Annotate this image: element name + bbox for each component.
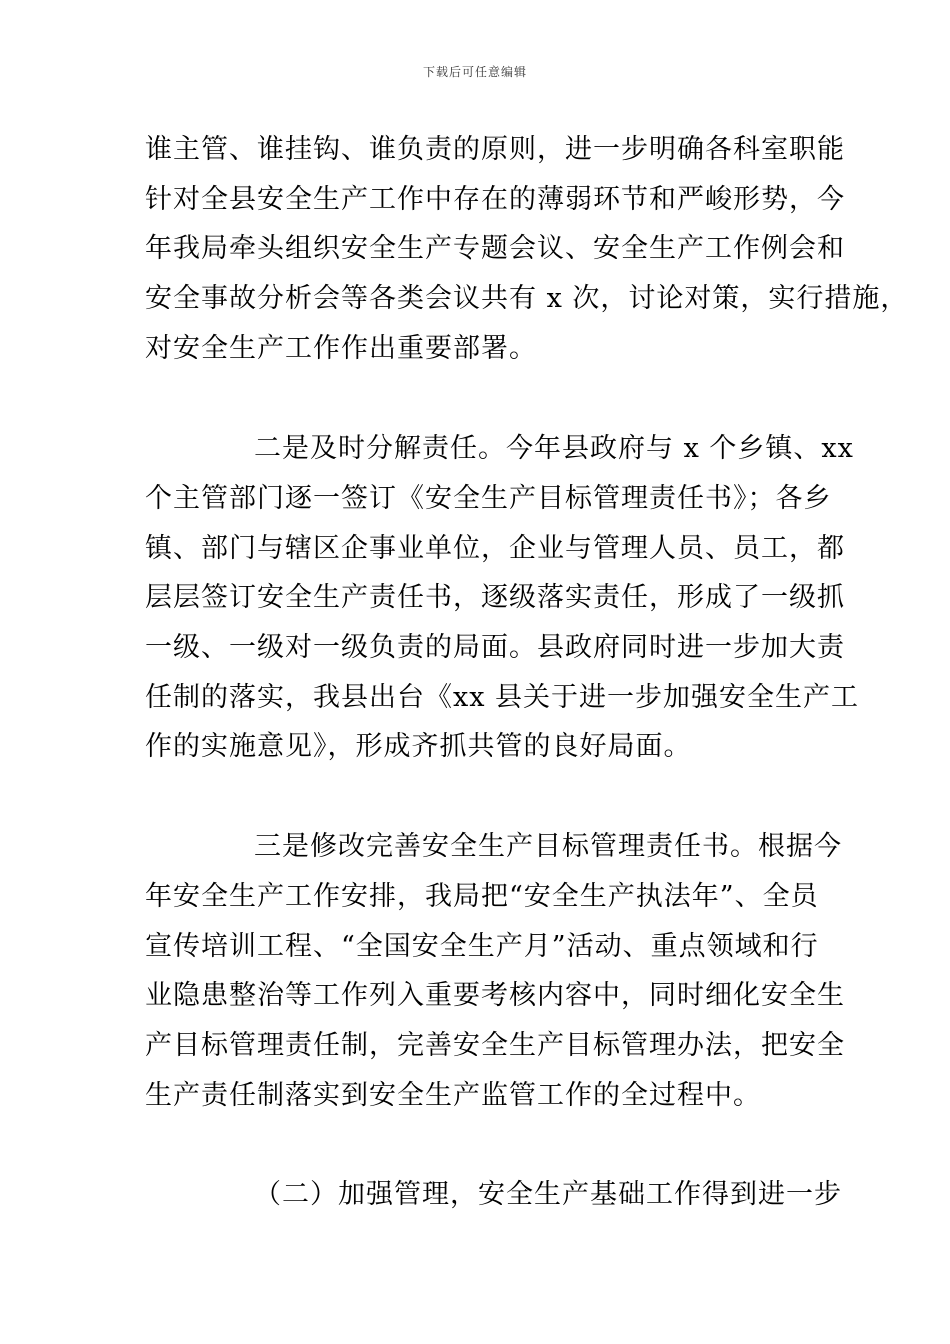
paragraph-1-line-1: 谁主管、谁挂钩、谁负责的原则，进一步明确各科室职能	[145, 134, 845, 165]
paragraph-2-line-5: 一级、一级对一级负责的局面。县政府同时进一步加大责	[145, 632, 845, 663]
section-heading: （二）加强管理，安全生产基础工作得到进一步	[254, 1179, 842, 1210]
paragraph-3-line-1: 三是修改完善安全生产目标管理责任书。根据今	[254, 831, 842, 862]
paragraph-1-line-3: 年我局牵头组织安全生产专题会议、安全生产工作例会和	[145, 233, 845, 264]
paragraph-2-line-2: 个主管部门逐一签订《安全生产目标管理责任书》；各乡	[145, 483, 832, 514]
paragraph-2-line-1: 二是及时分解责任。今年县政府与 x 个乡镇、xx	[254, 433, 854, 464]
paragraph-3-line-4: 业隐患整治等工作列入重要考核内容中，同时细化安全生	[145, 980, 845, 1011]
paragraph-1-line-4: 安全事故分析会等各类会议共有 x 次，讨论对策，实行措施，	[145, 283, 909, 314]
paragraph-2-line-6: 任制的落实，我县出台《xx 县关于进一步加强安全生产工	[145, 682, 860, 713]
paragraph-1-line-5: 对安全生产工作作出重要部署。	[145, 333, 537, 364]
paragraph-2-line-7: 作的实施意见》，形成齐抓共管的良好局面。	[145, 731, 692, 762]
paragraph-1-line-2: 针对全县安全生产工作中存在的薄弱环节和严峻形势，今	[145, 184, 845, 215]
page-header: 下载后可任意编辑	[422, 65, 527, 79]
paragraph-2-line-4: 层层签订安全生产责任书，逐级落实责任，形成了一级抓	[145, 582, 845, 613]
paragraph-3-line-6: 生产责任制落实到安全生产监管工作的全过程中。	[145, 1080, 761, 1111]
paragraph-3-line-3: 宣传培训工程、“全国安全生产月”活动、重点领域和行	[145, 931, 819, 962]
paragraph-3-line-5: 产目标管理责任制，完善安全生产目标管理办法，把安全	[145, 1030, 845, 1061]
paragraph-2-line-3: 镇、部门与辖区企事业单位，企业与管理人员、员工，都	[145, 533, 845, 564]
paragraph-3-line-2: 年安全生产工作安排，我局把“安全生产执法年”、全员	[145, 881, 819, 912]
